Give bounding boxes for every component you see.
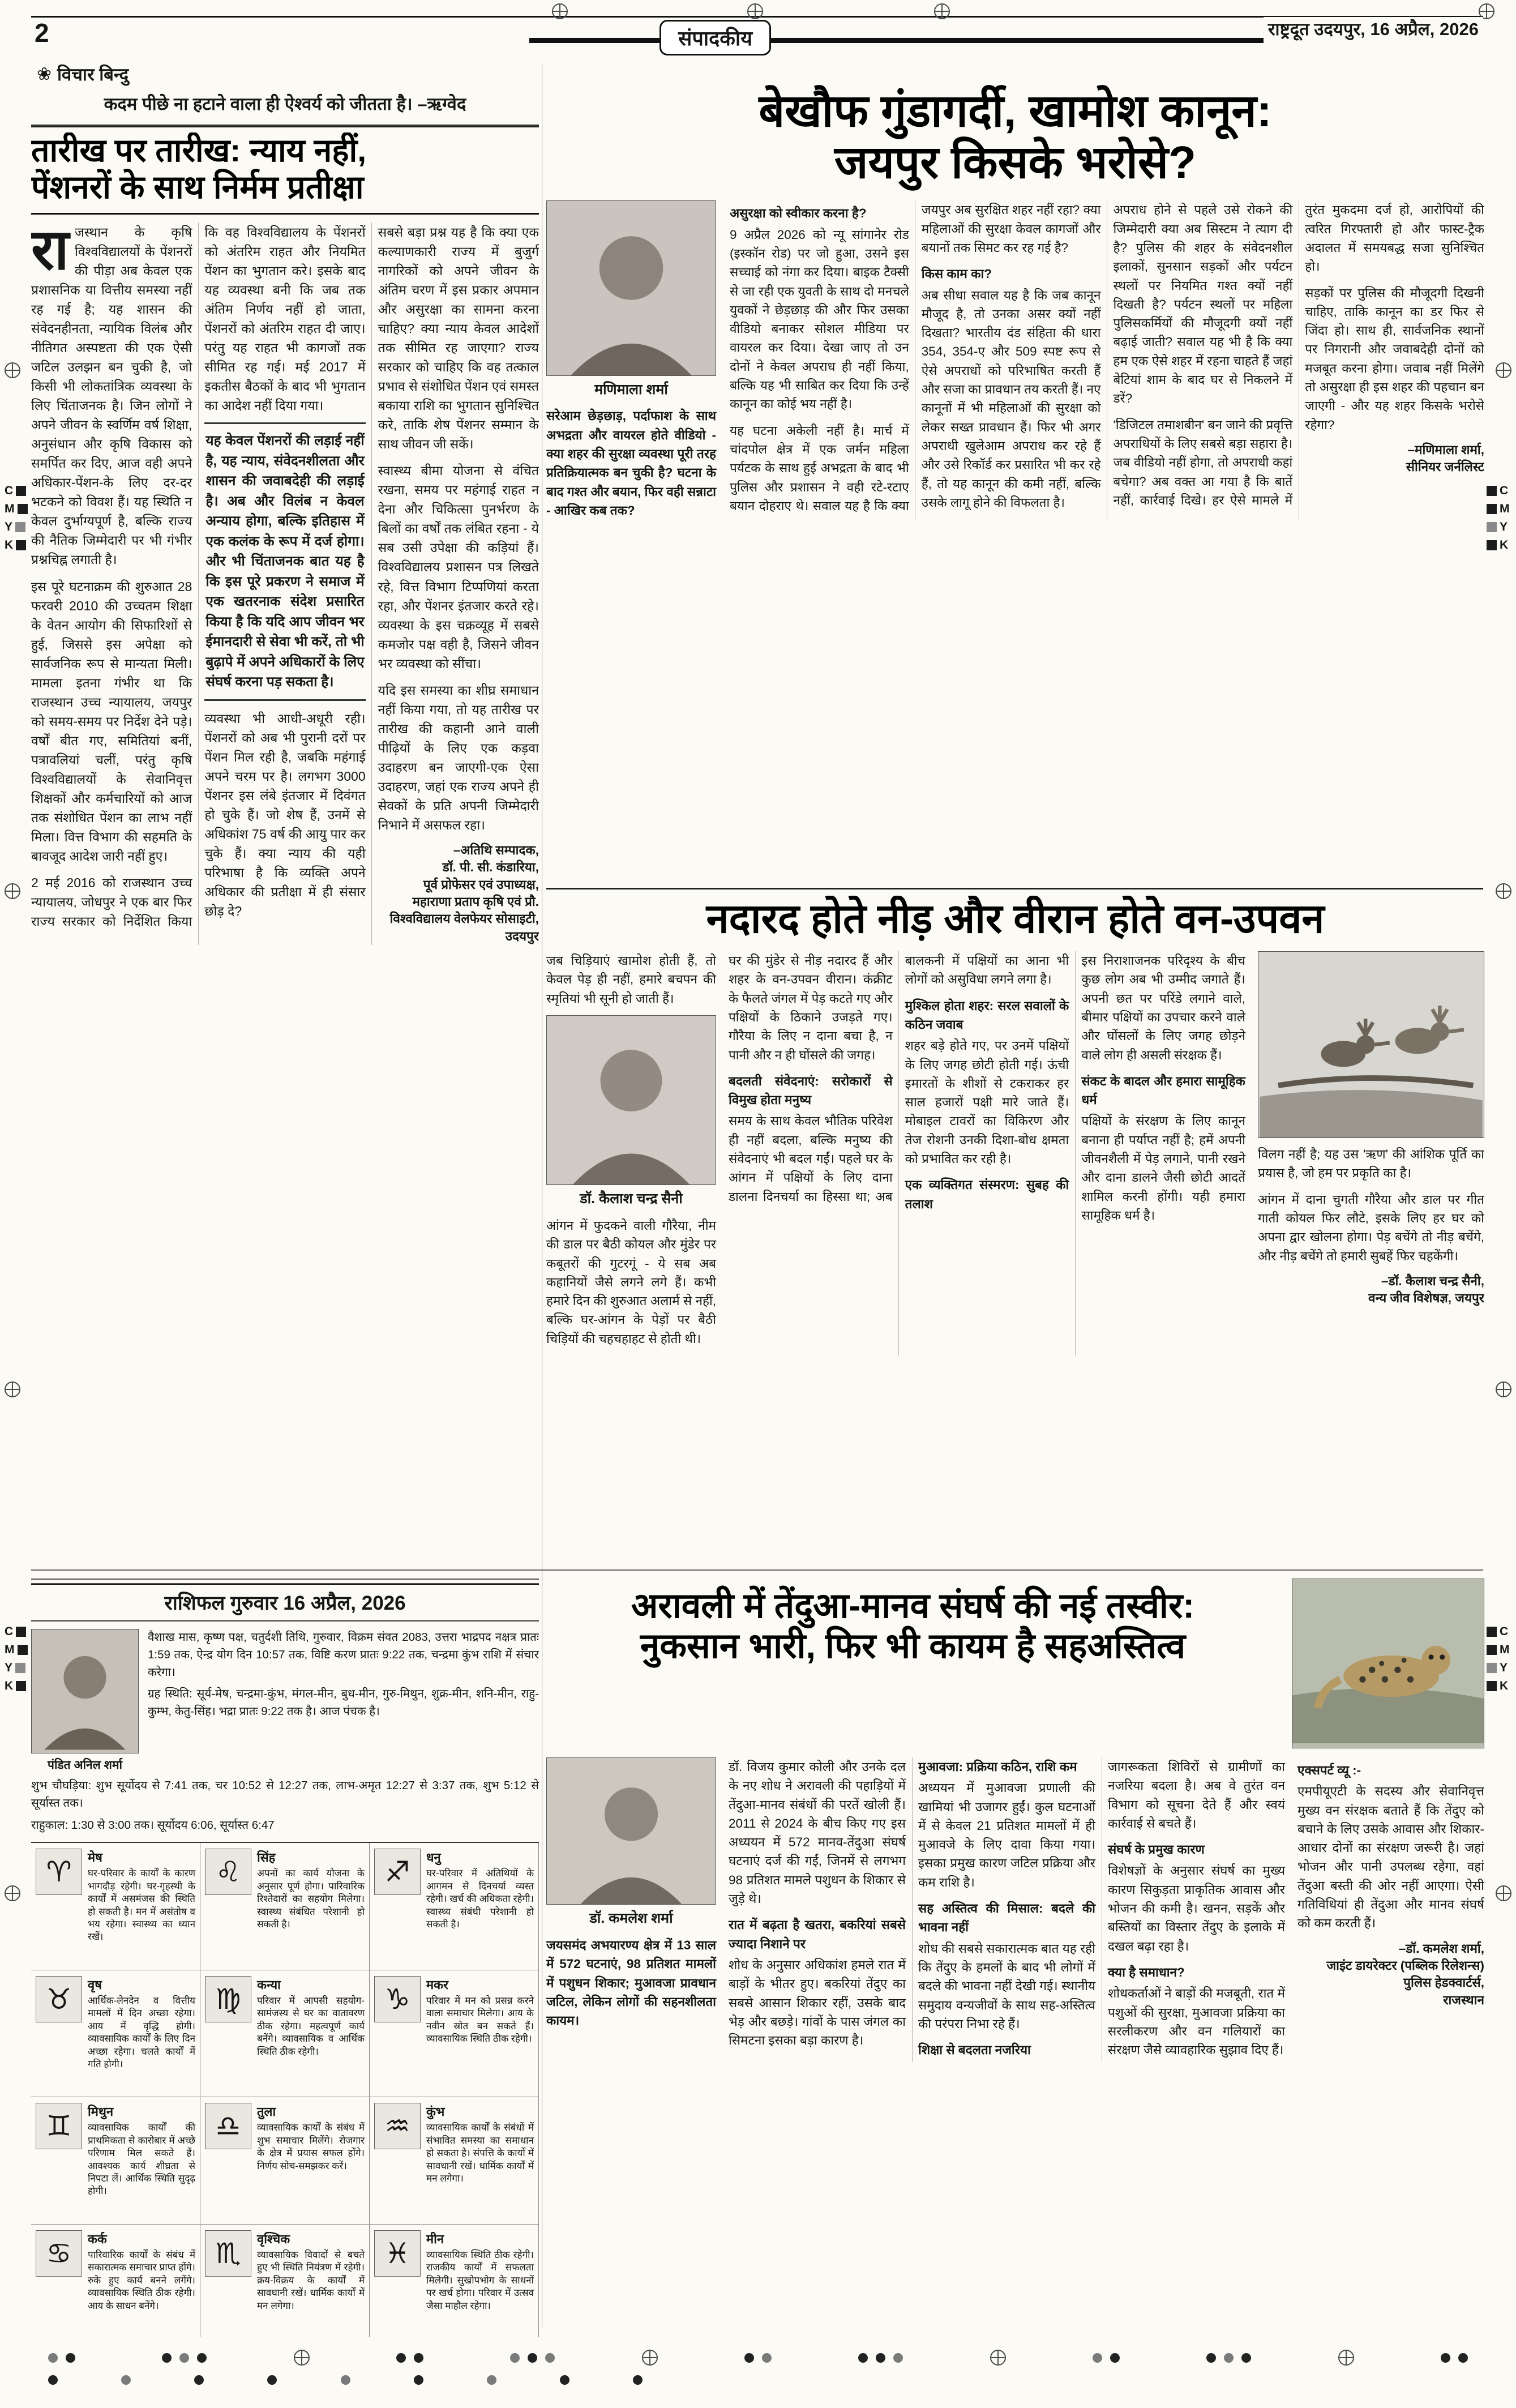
hoopoe-birds-photo bbox=[1258, 951, 1484, 1138]
article3-subhead-1: बदलती संवेदनाएं: सरोकारों से विमुख होता मनुष्य bbox=[729, 1073, 893, 1107]
registration-mark bbox=[1496, 362, 1511, 378]
registration-mark bbox=[934, 3, 950, 19]
article1-headline: तारीख पर तारीख: न्याय नहीं, पेंशनरों के साथ निर्मम प्रतीक्षा bbox=[31, 132, 367, 206]
article3-photo-column: विलग नहीं है; यह उस 'ऋण' की आंशिक पूर्ति का प्रयास है, जो हम पर प्रकृति का है। आंगन में दाना चुगती गौरैया और डाल पर गीत गाती कोयल फिर लौटे, इसके लिए हर घर को अपना द्वार खोलना होगा। पेड़ बचेंगे तो नीड़ बचेंगे, और नीड़ बचेंगे तो हमारी सुबहें फिर चहकेंगी। –डॉ. कैलाश चन्द्र सैनी, वन्य जीव विशेषज्ञ, जयपुर bbox=[1258, 951, 1484, 1355]
zodiac-name: मकर bbox=[426, 1977, 449, 1992]
article3-author-column: जब चिड़ियाएं खामोश होती हैं, तो केवल पेड़ ही नहीं, हमारे बचपन की स्मृतियां भी सूनी हो जाती हैं। डॉ. कैलाश चन्द्र सैनी आंगन में फुदकने वाली गौरैया, नीम की डाल पर बैठी कोयल और मुंडेर पर कबूतरों की गुटरगूं - ये सब अब कहानियों जैसे लगने लगे हैं। कभी हमारे दिन की शुरुआत अलार्म से नहीं, बल्कि घर-आंगन के पेड़ों पर बैठी चिड़ियों की चहचहाहट से होती थी। bbox=[546, 953, 716, 1346]
rashifal-cell-meen bbox=[370, 2225, 539, 2337]
article4-headline: अरावली में तेंदुआ-मानव संघर्ष की नई तस्वीर: नुकसान भारी, फिर भी कायम है सहअस्तित्व bbox=[631, 1586, 1194, 1666]
zodiac-mithun-icon: ♊ bbox=[36, 2103, 82, 2149]
thought-quote: कदम पीछे ना हटाने वाला ही ऐश्वर्य को जीतता है। –ऋग्वेद bbox=[104, 94, 466, 114]
article4-subhead-d: शिक्षा से बदलता नजरिया bbox=[918, 2043, 1031, 2058]
article3-subhead-2: मुश्किल होता शहर: सरल सवालों के कठिन जवाब bbox=[905, 998, 1069, 1032]
rashifal-cell-vrishabh bbox=[31, 1970, 200, 2098]
zodiac-name: कर्क bbox=[88, 2231, 107, 2246]
rashifal-cell-vrishchik bbox=[200, 2225, 370, 2337]
article4-author-column bbox=[546, 1757, 716, 2062]
leopard-photo bbox=[1292, 1579, 1484, 1748]
article3-byline: –डॉ. कैलाश चन्द्र सैनी, वन्य जीव विशेषज्ञ, जयपुर bbox=[1368, 1273, 1484, 1306]
zodiac-kark-icon: ♋ bbox=[36, 2230, 82, 2277]
article1-byline: –अतिथि सम्पादक, डॉ. पी. सी. कंडारिया, पूर्व प्रोफेसर एवं उपाध्यक्ष, महाराणा प्रताप कृषि एवं प्रौ. विश्वविद्यालय वेलफेयर सोसाइटी, उदयपुर bbox=[389, 842, 539, 943]
article4-expert-column: एक्सपर्ट व्यू :- एमपीयूएटी के सदस्य और सेवानिवृत्त मुख्य वन संरक्षक बताते हैं कि तेंदुए को बचाने के लिए उसके आवास और शिकार-आधार दोनों का संरक्षण जरूरी है। जहां भोजन और पानी उपलब्ध रहेगा, वहां तेंदुआ बस्ती की ओर नहीं आएगा। ऐसी गतिविधियां ही तेंदुआ और मानव संघर्ष को कम करती हैं। –डॉ. कमलेश शर्मा, जाइंट डायरेक्टर (पब्लिक रिलेशन्स) पुलिस हेडक्वार्टर्स, राजस्थान bbox=[1297, 1757, 1484, 2062]
registration-mark bbox=[1496, 883, 1511, 899]
cmyk-strip: C M Y K bbox=[5, 1625, 28, 1693]
panchang-text: वैशाख मास, कृष्ण पक्ष, चतुर्दशी तिथि, गुरुवार, विक्रम संवत 2083, उत्तरा भाद्रपद नक्षत्र प्रातः 1:59 तक, ऐन्द्र योग दिन 10:57 तक, विष्टि करण प्रातः 9:22 तक, चन्द्रमा कुंभ राशि में संचार करेगा। ग्रह स्थिति: सूर्य-मेष, चन्द्रमा-कुंभ, मंगल-मीन, बुध-मीन, गुरु-मिथुन, शुक्र-मीन, शनि-मीन, राहु-कुम्भ, केतु-सिंह। भद्रा प्रातः 9:22 तक है। आज पंचक है। bbox=[148, 1631, 539, 1718]
cmyk-strip: C M Y K bbox=[5, 484, 28, 552]
registration-mark bbox=[1496, 1885, 1511, 1901]
zodiac-text: व्यावसायिक कार्यों के संबंध में शुभ समाचार मिलेंगे। रोजगार के क्षेत्र में प्रयास सफल होंगे। निर्णय सोच-समझकर करें। bbox=[257, 2122, 365, 2171]
printer-dot-row bbox=[48, 2375, 643, 2385]
zodiac-grid bbox=[31, 1842, 539, 2337]
horoscope-title: राशिफल गुरुवार 16 अप्रैल, 2026 bbox=[31, 1583, 539, 1622]
article-jaipur-safety bbox=[546, 85, 1484, 883]
zodiac-name: कुंभ bbox=[426, 2105, 445, 2119]
zodiac-text: परिवार में आपसी सहयोग-सामंजस्य से घर का वातावरण ठीक रहेगा। महत्वपूर्ण कार्य बनेंगे। व्यावसायिक व आर्थिक स्थिति ठीक रहेगी। bbox=[257, 1995, 365, 2057]
article-vanishing-birds bbox=[546, 896, 1484, 1564]
astrologer-column bbox=[31, 1629, 139, 1773]
zodiac-kanya-icon: ♍ bbox=[205, 1976, 251, 2022]
edition-dateline: राष्ट्रदूत उदयपुर, 16 अप्रैल, 2026 bbox=[1264, 17, 1483, 49]
registration-mark bbox=[5, 1885, 20, 1901]
cmyk-strip: C M Y K bbox=[1487, 484, 1510, 552]
flower-icon: ❀ bbox=[37, 64, 52, 84]
rashifal-cell-kanya bbox=[200, 1970, 370, 2098]
article3-body: घर की मुंडेर से नीड़ नदारद हैं और शहर के वन-उपवन वीरान। कंक्रीट के फैलते जंगल में पेड़ कटते गए और पक्षियों के ठिकाने उजड़ते गए। गौरैया के लिए न दाना बचा है, न पानी और न ही घोंसले की जगह। बदलती संवेदनाएं: सरोकारों से विमुख होता मनुष्य समय के साथ केवल भौतिक परिवेश ही नहीं बदला, बल्कि मनुष्य की संवेदनाएं भी बदल गईं। पहले घर के आंगन में पक्षियों के लिए दाना डालना दिनचर्या का हिस्सा था; अब बालकनी में पक्षियों का आना भी लोगों को असुविधा लगने लगा है। मुश्किल होता शहर: सरल सवालों के कठिन जवाब शहर बड़े होते गए, पर उनमें पक्षियों के लिए जगह छोटी होती गई। ऊंची इमारतों के शीशों से टकराकर हर साल हजारों पक्षी मारे जाते हैं। मोबाइल टावरों का विकिरण और तेज रोशनी उनकी दिशा-बोध क्षमता को प्रभावित कर रही है। एक व्यक्तिगत संस्मरण: सुबह की तलाश इस निराशाजनक परिदृश्य के बीच कुछ लोग अब भी उम्मीद जगाते हैं। अपनी छत पर परिंडे लगाने वाले, बीमार पक्षियों का उपचार करने वाले और घोंसलों के लिए जगह छोड़ने वाले लोग ही असली संरक्षक हैं। संकट के बादल और हमारा सामूहिक धर्म पक्षियों के संरक्षण के लिए कानून बनाना ही पर्याप्त नहीं है; हमें अपनी जीवनशैली में पेड़ लगाने, पानी रखने और दाना डालने जैसी छोटी आदतें शामिल करनी होंगी। यही हमारा सामूहिक धर्म है। bbox=[729, 953, 1245, 1222]
rashifal-cell-mithun bbox=[31, 2097, 200, 2225]
zodiac-text: व्यावसायिक कार्यों की प्राथमिकता से कारोबार में अच्छे परिणाम मिल सकते हैं। आवश्यक कार्य शीघ्रता से निपटा लें। आर्थिक स्थिति सुदृढ़ होगी। bbox=[88, 2122, 195, 2197]
article4-subhead-c: सह अस्तित्व की मिसाल: बदले की भावना नहीं bbox=[918, 1901, 1095, 1935]
astrologer-photo bbox=[31, 1629, 139, 1753]
zodiac-text: अपनों का कार्य योजना के अनुसार पूर्ण होगा। पारिवारिक रिश्तेदारों का सहयोग मिलेगा। स्वास्थ्य संबंधित परेशानी हो सकती है। bbox=[257, 1868, 365, 1930]
author-photo-kamlesh bbox=[546, 1757, 716, 1905]
zodiac-name: वृष bbox=[88, 1977, 102, 1992]
section-label: संपादकीय bbox=[659, 20, 771, 55]
zodiac-text: घर-परिवार में अतिथियों के आगमन से दिनचर्या व्यस्त रहेगी। खर्च की अधिकता रहेगी। स्वास्थ्य संबंधी परेशानी हो सकती है। bbox=[426, 1868, 534, 1930]
article2-subhead-1: असुरक्षा को स्वीकार करना है? bbox=[730, 206, 867, 221]
page-number: 2 bbox=[35, 18, 49, 48]
zodiac-name: मीन bbox=[426, 2231, 444, 2246]
rashifal-cell-tula bbox=[200, 2097, 370, 2225]
zodiac-mesh-icon: ♈ bbox=[36, 1849, 82, 1895]
article4-subhead-a: रात में बढ़ता है खतरा, बकरियां सबसे ज्यादा निशाने पर bbox=[729, 1918, 906, 1951]
article4-byline: –डॉ. कमलेश शर्मा, जाइंट डायरेक्टर (पब्लिक रिलेशन्स) पुलिस हेडक्वार्टर्स, राजस्थान bbox=[1326, 1941, 1484, 2007]
zodiac-name: वृश्चिक bbox=[257, 2231, 290, 2246]
drop-cap: रा bbox=[31, 217, 69, 281]
zodiac-name: धनु bbox=[426, 1850, 441, 1865]
thought-of-day-box bbox=[31, 59, 539, 127]
article2-lead: सरेआम छेड़छाड़, पर्दाफाश के साथ अभद्रता और वायरल होते वीडियो - क्या शहर की सुरक्षा व्यवस्था पूरी तरह प्रतिक्रियात्मक बन चुकी है? घटना के बाद गश्त और बयान, फिर वही सन्नाटा - आखिर कब तक? bbox=[546, 409, 716, 517]
registration-mark bbox=[5, 1382, 20, 1397]
article-pension-editorial bbox=[31, 132, 539, 1565]
zodiac-text: पारिवारिक कार्यों के संबंध में सकारात्मक समाचार प्राप्त होंगे। रुके हुए कार्य बनने लगेंगे। व्यावसायिक स्थिति ठीक रहेगी। आय के साधन बनेंगे। bbox=[88, 2249, 195, 2311]
zodiac-name: मेष bbox=[88, 1850, 102, 1865]
article2-byline: –मणिमाला शर्मा, सीनियर जर्नलिस्ट bbox=[1406, 442, 1484, 474]
zodiac-kumbh-icon: ♒ bbox=[374, 2103, 421, 2149]
article4-subhead-f: क्या है समाधान? bbox=[1108, 1965, 1185, 1979]
author-caption: डॉ. कैलाश चन्द्र सैनी bbox=[580, 1190, 683, 1207]
article3-headline: नदारद होते नीड़ और वीरान होते वन-उपवन bbox=[706, 896, 1325, 942]
zodiac-sinh-icon: ♌ bbox=[205, 1849, 251, 1895]
registration-mark bbox=[1496, 1382, 1511, 1397]
expert-view-label: एक्सपर्ट व्यू :- bbox=[1297, 1763, 1361, 1777]
zodiac-text: घर-परिवार के कार्यों के कारण भागदौड़ रहेगी। घर-गृहस्थी के कार्यों में असमंजस की स्थिति हो सकती है। मन में असंतोष व भय रहेगा। स्वास्थ्य का ध्यान रखें। bbox=[88, 1868, 195, 1943]
article2-headline: बेखौफ गुंडागर्दी, खामोश कानून: जयपुर किसके भरोसे? bbox=[759, 85, 1272, 188]
rashifal-cell-dhanu bbox=[370, 1843, 539, 1970]
astrologer-caption: पंडित अनिल शर्मा bbox=[48, 1759, 122, 1772]
zodiac-name: मिथुन bbox=[88, 2105, 114, 2119]
zodiac-text: आर्थिक-लेनदेन व वित्तीय मामलों में दिन अच्छा रहेगा। आय में वृद्धि होगी। व्यावसायिक कार्यों के लिए दिन अच्छा रहेगा। चलते कार्यों में गति होगी। bbox=[88, 1995, 195, 2069]
article4-subhead-b: मुआवजा: प्रक्रिया कठिन, राशि कम bbox=[918, 1760, 1077, 1774]
registration-mark bbox=[747, 3, 763, 19]
headline-rule bbox=[31, 213, 539, 215]
registration-mark bbox=[5, 883, 20, 899]
rashifal-cell-makar bbox=[370, 1970, 539, 2098]
article3-subhead-4: संकट के बादल और हमारा सामूहिक धर्म bbox=[1081, 1073, 1245, 1107]
cmyk-strip: C M Y K bbox=[1487, 1625, 1510, 1693]
horoscope-section bbox=[31, 1579, 539, 2337]
zodiac-makar-icon: ♑ bbox=[374, 1976, 421, 2022]
zodiac-text: परिवार में मन को प्रसन्न करने वाला समाचार मिलेगा। आय के नवीन स्रोत बन सकते हैं। व्यावसायिक स्थिति ठीक रहेगी। bbox=[426, 1995, 534, 2045]
zodiac-name: कन्या bbox=[257, 1977, 281, 1992]
zodiac-dhanu-icon: ♐ bbox=[374, 1849, 421, 1895]
author-caption: डॉ. कमलेश शर्मा bbox=[589, 1910, 673, 1926]
section-divider-a2-a3 bbox=[546, 888, 1483, 889]
zodiac-vrishabh-icon: ♉ bbox=[36, 1976, 82, 2022]
article3-subhead-3: एक व्यक्तिगत संस्मरण: सुबह की तलाश bbox=[905, 1178, 1069, 1211]
masthead bbox=[31, 16, 1483, 48]
article4-subhead-e: संघर्ष के प्रमुख कारण bbox=[1108, 1842, 1205, 1857]
article-leopard-conflict bbox=[546, 1579, 1484, 2340]
article1-body: राजस्थान के कृषि विश्वविद्यालयों के पेंशनरों की पीड़ा अब केवल एक प्रशासनिक या वित्तीय समस्या नहीं रह गई है; यह शासन की संवेदनहीनता, न्यायिक विलंब और नीतिगत अस्पष्टता की एक ऐसी जटिल उलझन बन चुकी है, जो किसी भी लोकतांत्रिक व्यवस्था के लिए चिंताजनक है। जिन लोगों ने अपने जीवन के स्वर्णिम वर्ष शिक्षा, अनुसंधान और कृषि विकास को समर्पित कर दिए, आज वही अपने अधिकार-पेंशन-के लिए दर-दर भटकने को विवश हैं। यह स्थिति न केवल दुर्भाग्यपूर्ण है, बल्कि राज्य की नैतिक जिम्मेदारी पर भी गंभीर प्रश्नचिह्न लगाती है। इस पूरे घटनाक्रम की शुरुआत 28 फरवरी 2010 की उच्चतम शिक्षा के वेतन आयोग की सिफारिशों से हुई, जिससे इस अपेक्षा को सार्वजनिक रूप से मान्यता मिली। मामला इतना गंभीर था कि राजस्थान उच्च न्यायालय, जयपुर को समय-समय पर निर्देश देने पड़े। वर्षों बीत गए, समितियां बनीं, पत्रावलियां चलीं, परंतु कृषि विश्वविद्यालयों के सेवानिवृत्त शिक्षकों और कर्मचारियों को आज तक संशोधित पेंशन का लाभ नहीं मिला। वित्त विभाग की सहमति के बावजूद आदेश जारी नहीं हुए। 2 मई 2016 को राजस्थान उच्च न्यायालय, जोधपुर ने एक बार फिर राज्य सरकार को निर्देशित किया कि वह विश्वविद्यालय के पेंशनरों को अंतरिम राहत और नियमित पेंशन का भुगतान करे। इसके बाद यह व्यवस्था बनी कि जब तक अंतिम निर्णय नहीं हो जाता, पेंशनरों को अंतरिम राहत दी जाए। परंतु यह राहत भी कागजों तक सीमित रह गई। मई 2017 में इकतीस बैठकों के बाद भी भुगतान का आदेश नहीं दिया गया। यह केवल पेंशनरों की लड़ाई नहीं है, यह न्याय, संवेदनशीलता और शासन की जवाबदेही की लड़ाई है। अब और विलंब न केवल अन्याय होगा, बल्कि इतिहास में एक कलंक के रूप में दर्ज होगा। और भी चिंताजनक बात यह है कि इस पूरे प्रकरण ने समाज में एक खतरनाक संदेश प्रसारित किया है कि यदि आप जीवन भर ईमानदारी से सेवा भी करें, तो भी बुढ़ापे में अपने अधिकारों के लिए संघर्ष करना पड़ सकता है। व्यवस्था भी आधी-अधूरी रही। पेंशनरों को अब भी पुरानी दरों पर पेंशन मिल रही है, जबकि महंगाई अपने चरम पर है। लगभग 3000 पेंशनर इस लंबे इंतजार में दिवंगत हो चुके हैं। जो शेष हैं, उनमें से अधिकांश 75 वर्ष की आयु पार कर चुके हैं। क्या न्याय की यही परिभाषा है कि व्यक्ति अपने अधिकार की प्रतीक्षा में ही संसार छोड़ दे? सबसे बड़ा प्रश्न यह है कि क्या एक कल्याणकारी राज्य में बुजुर्ग नागरिकों को अपने जीवन के अंतिम चरण में इस प्रकार अपमान और असुरक्षा का सामना करना चाहिए? क्या न्याय केवल आदेशों तक सीमित रह जाएगा? राज्य सरकार को चाहिए कि वह तत्काल प्रभाव से संशोधित पेंशन एवं समस्त बकाया राशि का भुगतान सुनिश्चित करे, ताकि शेष पेंशनर सम्मान के साथ जीवन जी सकें। स्वास्थ्य बीमा योजना से वंचित रखना, समय पर महंगाई राहत न देना और चिकित्सा पुनर्भरण के बिलों का वर्षों तक लंबित रहना - ये सब उसी उपेक्षा की कड़ियां हैं। विश्वविद्यालय प्रशासन पत्र लिखते रहे, वित्त विभाग टिप्पणियां करता रहा, और पेंशनर इंतजार करते रहे। व्यवस्था के इस चक्रव्यूह में सबसे कमजोर पक्ष वही है, जिसने जीवन भर व्यवस्था को सींचा। यदि इस समस्या का शीघ्र समाधान नहीं किया गया, तो यह तारीख पर तारीख की कहानी आने वाली पीढ़ियों के लिए एक कड़वा उदाहरण बन जाएगी-एक ऐसा उदाहरण, जहां एक राज्य अपने ही सेवकों के प्रति अपनी जिम्मेदारी निभाने में असफल रहा। –अतिथि सम्पादक, डॉ. पी. सी. कंडारिया, पूर्व प्रोफेसर एवं उपाध्यक्ष, महाराणा प्रताप कृषि एवं प्रौ. विश्वविद्यालय वेलफेयर सोसाइटी, उदयपुर bbox=[31, 223, 539, 945]
article4-body: डॉ. विजय कुमार कोली और उनके दल के नए शोध ने अरावली की पहाड़ियों में तेंदुआ-मानव संबंधों की परतें खोली हैं। 2011 से 2024 के बीच किए गए इस अध्ययन में 572 मानव-तेंदुआ संघर्ष घटनाएं दर्ज की गईं, जिनमें से लगभग 98 प्रतिशत मामले पशुधन के शिकार से जुड़े थे। रात में बढ़ता है खतरा, बकरियां सबसे ज्यादा निशाने पर शोध के अनुसार अधिकांश हमले रात में बाड़ों के भीतर हुए। बकरियां तेंदुए का सबसे आसान शिकार रहीं, उसके बाद भेड़ और बछड़े। गांवों के पास जंगल का सिमटना इसका बड़ा कारण है। मुआवजा: प्रक्रिया कठिन, राशि कम अध्ययन में मुआवजा प्रणाली की खामियां भी उजागर हुईं। कुल घटनाओं में से केवल 21 प्रतिशत मामलों में ही मुआवजे के लिए दावा किया गया। इसका प्रमुख कारण जटिल प्रक्रिया और कम राशि है। सह अस्तित्व की मिसाल: बदले की भावना नहीं शोध की सबसे सकारात्मक बात यह रही कि तेंदुए के हमलों के बाद भी लोगों में बदले की भावना नहीं देखी गई। स्थानीय समुदाय वन्यजीवों के साथ सह-अस्तित्व की परंपरा निभा रहे हैं। शिक्षा से बदलता नजरिया जागरूकता शिविरों से ग्रामीणों का नजरिया बदला है। अब वे तुरंत वन विभाग को सूचना देते हैं और स्वयं कार्रवाई से बचते हैं। संघर्ष के प्रमुख कारण विशेषज्ञों के अनुसार संघर्ष का मुख्य कारण सिकुड़ता प्राकृतिक आवास और भोजन की कमी है। खनन, सड़कें और बस्तियों का विस्तार तेंदुए के इलाके में दखल बढ़ा रहा है। क्या है समाधान? शोधकर्ताओं ने बाड़ों की मजबूती, रात में पशुओं की सुरक्षा, मुआवजा प्रक्रिया का सरलीकरण और वन गलियारों का संरक्षण जैसे व्यावहारिक सुझाव दिए हैं। bbox=[729, 1757, 1285, 2062]
article2-body: असुरक्षा को स्वीकार करना है? 9 अप्रैल 2026 को न्यू सांगानेर रोड (इस्कॉन रोड) पर जो हुआ, उसने इस सच्चाई को नंगा कर दिया। बाइक टैक्सी से जा रही एक युवती के साथ दो मनचले युवकों ने छेड़छाड़ की और फिर उसका वीडियो बनाकर सोशल मीडिया पर वायरल कर दिया। देखा जाए तो उन दोनों ने केवल अपराध ही नहीं किया, बल्कि यह भी साबित कर दिया कि उन्हें कानून का कोई भय नहीं है। यह घटना अकेली नहीं है। मार्च में चांदपोल क्षेत्र में एक जर्मन महिला पर्यटक के साथ हुई अभद्रता के बाद भी पुलिस और प्रशासन ने वही रटे-रटाए बयान दोहराए थे। सवाल यह है कि क्या जयपुर अब सुरक्षित शहर नहीं रहा? क्या महिलाओं की सुरक्षा केवल कागजों और बयानों तक सिमट कर रह गई है? किस काम का? अब सीधा सवाल यह है कि जब कानून मौजूद है, तो उनका असर क्यों नहीं दिखता? भारतीय दंड संहिता की धारा 354, 354-ए और 509 स्पष्ट रूप से ऐसे अपराधों को परिभाषित करती हैं और सजा का प्रावधान तय करती हैं। नए कानूनों में भी महिलाओं की सुरक्षा को लेकर सख्त प्रावधान हैं। फिर भी अगर अपराधी खुलेआम अपराध कर रहे हैं और उसे रिकॉर्ड कर प्रसारित भी कर रहे हैं, तो यह कानून की कमी नहीं, बल्कि उसके लागू होने की विफलता है। अपराध होने से पहले उसे रोकने की जिम्मेदारी क्या अब सिस्टम ने त्याग दी है? पुलिस की शहर के संवेदनशील इलाकों, सुनसान सड़कों और पर्यटन स्थलों पर नियमित गश्त क्यों नहीं दिखती है? पर्यटन स्थलों पर महिला पुलिसकर्मियों की मौजूदगी क्यों नहीं बढ़ाई जाती? सवाल यह भी है कि क्या हम एक ऐसे शहर में रहना चाहते हैं जहां बेटियां शाम के बाद घर से निकलने में डरें? 'डिजिटल तमाशबीन' बन जाने की प्रवृत्ति अपराधियों के लिए सबसे बड़ा सहारा है। जब वीडियो नहीं होगा, तो अपराधी कहां बचेगा? अब वक्त आ गया है कि बातें नहीं, कार्रवाई दिखे। हर ऐसे मामले में तुरंत मुकदमा दर्ज हो, आरोपियों की त्वरित गिरफ्तारी हो और फास्ट-ट्रैक अदालत में समयबद्ध सजा सुनिश्चित हो। सड़कों पर पुलिस की मौजूदगी दिखनी चाहिए, ताकि कानून का डर फिर से जिंदा हो। साथ ही, सार्वजनिक स्थानों पर निगरानी और जवाबदेही दोनों को मजबूत करना होगा। जवाब नहीं मिलेंगे तो असुरक्षा ही इस शहर की पहचान बन जाएगी - और यह शहर किसके भरोसे रहेगा? –मणिमाला शर्मा, सीनियर जर्नलिस्ट bbox=[730, 203, 1484, 513]
author-photo-manimala bbox=[546, 200, 716, 376]
zodiac-tula-icon: ♎ bbox=[205, 2103, 251, 2149]
rashifal-cell-mesh bbox=[31, 1843, 200, 1970]
registration-mark bbox=[5, 362, 20, 378]
chaughadiya-text: शुभ चौघड़िया: शुभ सूर्योदय से 7:41 तक, चर 10:52 से 12:27 तक, लाभ-अमृत 12:27 से 3:37 तक, शुभ 5:12 से सूर्यास्त तक। bbox=[31, 1779, 539, 1810]
zodiac-text: व्यावसायिक कार्यों के संबंधों में संभावित समस्या का समाधान हो सकता है। संपत्ति के कार्यों में सावधानी रखें। धार्मिक कार्यों में मन लगेगा। bbox=[426, 2122, 534, 2184]
zodiac-meen-icon: ♓ bbox=[374, 2230, 421, 2277]
rashifal-cell-sinh bbox=[200, 1843, 370, 1970]
author-caption: मणिमाला शर्मा bbox=[594, 382, 668, 398]
printer-dot-row bbox=[48, 2350, 1468, 2366]
rahukal-text: राहुकाल: 1:30 से 3:00 तक। सूर्योदय 6:06, सूर्यास्त 6:47 bbox=[31, 1818, 275, 1832]
section-divider-bottom bbox=[31, 1569, 1483, 1571]
zodiac-text: व्यावसायिक स्थिति ठीक रहेगी। राजकीय कार्यों में सफलता मिलेगी। सुखोपभोग के साधनों पर खर्च होगा। परिवार में उत्सव जैसा माहौल रहेगा। bbox=[426, 2249, 534, 2311]
article4-lead: जयसमंद अभयारण्य क्षेत्र में 13 साल में 572 घटनाएं, 98 प्रतिशत मामलों में पशुधन शिकार; मुआवजा प्रावधान जटिल, लेकिन लोगों की सहनशीलता कायम। bbox=[546, 1938, 716, 2028]
zodiac-vrishchik-icon: ♏ bbox=[205, 2230, 251, 2277]
zodiac-text: व्यावसायिक विवादों से बचते हुए भी स्थिति नियंत्रण में रहेगी। क्रय-विक्रय के कार्यों में सावधानी रखें। धार्मिक कार्यों में मन लगेगा। bbox=[257, 2249, 365, 2311]
rashifal-cell-kark bbox=[31, 2225, 200, 2337]
rashifal-cell-kumbh bbox=[370, 2097, 539, 2225]
zodiac-name: सिंह bbox=[257, 1850, 276, 1865]
thought-box-title: विचार बिन्दु bbox=[57, 65, 129, 84]
zodiac-name: तुला bbox=[257, 2105, 276, 2119]
article2-subhead-2: किस काम का? bbox=[921, 267, 992, 281]
registration-mark bbox=[552, 3, 568, 19]
author-photo-kailash bbox=[546, 1015, 716, 1185]
pull-quote: यह केवल पेंशनरों की लड़ाई नहीं है, यह न्याय, संवेदनशीलता और शासन की जवाबदेही की लड़ाई है। अब और विलंब न केवल अन्याय होगा, बल्कि इतिहास में एक कलंक के रूप में दर्ज होगा। और भी चिंताजनक बात यह है कि इस पूरे प्रकरण ने समाज में एक खतरनाक संदेश प्रसारित किया है कि यदि आप जीवन भर ईमानदारी से सेवा भी करें, तो भी बुढ़ापे में अपने अधिकारों के लिए संघर्ष करना पड़ सकता है। bbox=[204, 422, 365, 701]
article2-author-column bbox=[546, 200, 716, 520]
